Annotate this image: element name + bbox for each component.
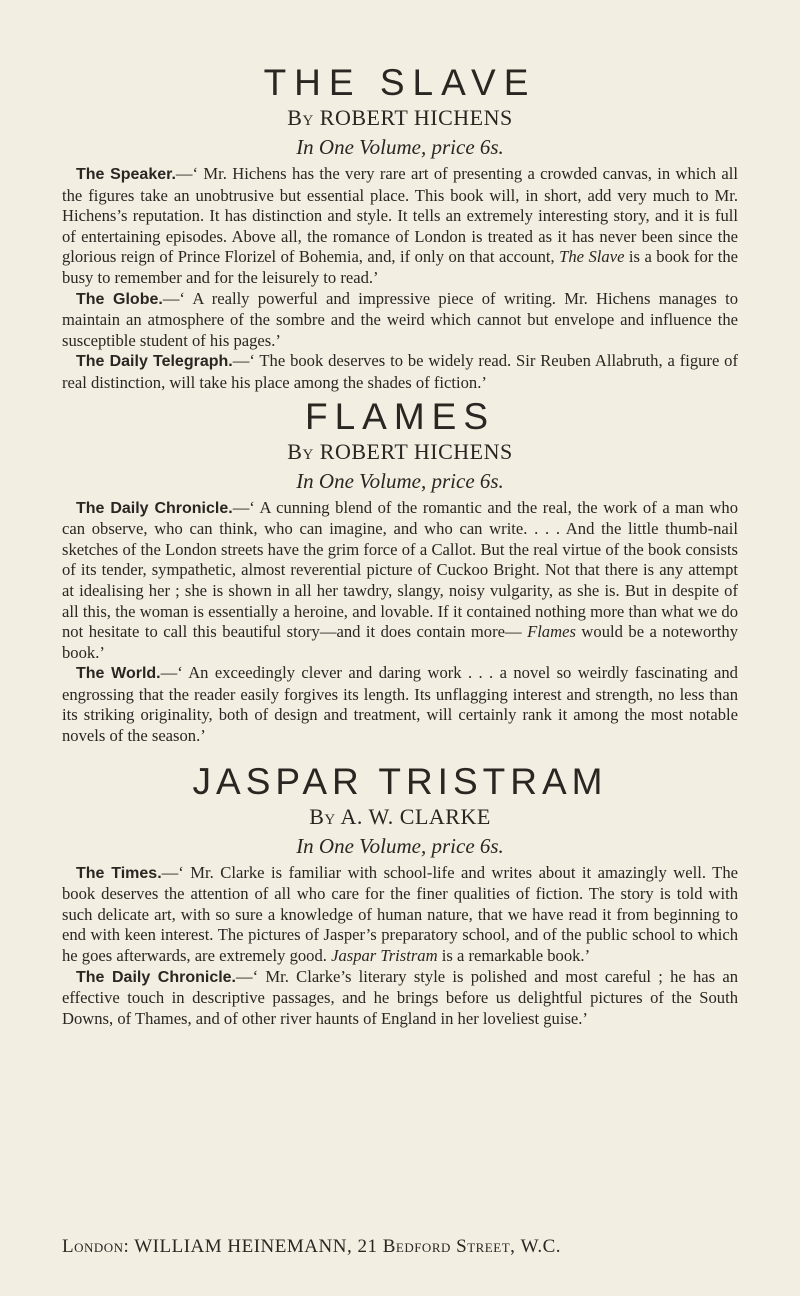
- by-word: By: [287, 438, 314, 464]
- newspaper-name: The Daily Telegraph.: [76, 353, 233, 371]
- publisher-imprint: [62, 1236, 738, 1258]
- review-book-title: The Slave: [559, 247, 625, 267]
- newspaper-name: The Daily Chronicle.: [76, 499, 233, 517]
- volume-price: In One Volume, price 6s.: [296, 468, 504, 493]
- review-text: —‘ Mr. Hichens has the very rare art of presenting a crowded canvas, in which all the figures take an unobtrusive but essential place. This book will, in short, add very much to Mr. Hichens’s reputation. It has distinction and style. It tells an extremely interesting story, and it is full of entertaining episodes. Above all, the romance of London is treated as it has never been since the glorious reign of Prince Florizel of Bohemia, and, if only on that account,: [62, 164, 738, 267]
- newspaper-name: The Speaker.: [76, 166, 176, 183]
- review-paragraph: [62, 863, 738, 967]
- review-paragraph: [62, 289, 738, 352]
- imprint-city: London: [62, 1236, 124, 1257]
- by-word: By: [309, 803, 336, 829]
- newspaper-name: The Times.: [76, 864, 162, 882]
- book-flames: [62, 395, 739, 747]
- imprint-number: 21: [357, 1236, 383, 1257]
- review-book-title: Flames: [527, 622, 576, 642]
- book-title: FLAMES: [304, 395, 496, 437]
- review-text: —‘ Mr. Clarke is familiar with school-life and writes about it amazingly well. The book deserves the attention of all who care for the finer qualities of fiction. The story is told with such delicate art, with so sure a knowledge of human nature, that we have read it from beginning to end with keen interest. The pictures of Jasper’s preparatory school, and of the public school to which he goes afterwards, are extremely good.: [62, 862, 738, 966]
- author-name: ROBERT HICHENS: [319, 438, 513, 464]
- book-the-slave: [62, 64, 738, 394]
- review-paragraph: [62, 351, 738, 393]
- review-paragraph: [62, 164, 738, 289]
- book-title: JASPAR TRISTRAM: [192, 760, 608, 802]
- imprint-separator: :: [123, 1236, 135, 1257]
- newspaper-name: The Daily Chronicle.: [76, 968, 237, 986]
- byline: [62, 105, 738, 131]
- newspaper-name: The Globe.: [76, 290, 163, 308]
- byline: [62, 439, 738, 465]
- review-text: —‘ A really powerful and impressive piece of writing. Mr. Hichens manages to maintain an atmosphere of the sombre and the weird which cannot but envelope and influence the susceptible student of his pages.’: [62, 288, 738, 350]
- review-text-end: would be a noteworthy book.’: [62, 622, 738, 662]
- review-text: —‘ The book deserves to be widely read. Sir Reuben Allabruth, a figure of real distinction, will take his place among the shades of fiction.’: [62, 351, 738, 392]
- imprint-district: W.C.: [520, 1236, 562, 1257]
- by-word: By: [287, 105, 314, 130]
- review-text: —‘ Mr. Clarke’s literary style is polished and most careful ; he has an effective touch in descriptive passages, and he brings before us delightful pictures of the South Downs, of Thames, and of other river haunts of England in her loveliest guise.’: [62, 966, 739, 1028]
- review-text-end: is a book for the busy to remember and for the leisurely to read.’: [62, 247, 738, 287]
- author-name: ROBERT HICHENS: [319, 105, 513, 130]
- review-paragraph: [62, 967, 738, 1030]
- review-paragraph: [62, 663, 738, 746]
- review-text: —‘ A cunning blend of the romantic and the real, the work of a man who can observe, who can think, who can imagine, and who can write. . . . And the little thumb-nail sketches of the London streets have the grim force of a Callot. But the real virtue of the book consists of its tender, sympathetic, almost reverential picture of Cuckoo Bright. Not that there is any attempt at idealising her ; she is shown in all her tawdry, slangy, noisy vulgarity, as she is. But in despite of all this, the woman is essentially a heroine, and lovable. If it contained nothing more than what we do not hesitate to call this beautiful story—and it does contain more—: [62, 497, 739, 642]
- byline: [62, 804, 738, 830]
- review-paragraph: [62, 498, 738, 664]
- review-text-end: is a remarkable book.’: [437, 946, 591, 966]
- imprint-street: Bedford Street,: [382, 1236, 521, 1257]
- book-jaspar-tristram: [62, 760, 739, 1030]
- book-title: THE SLAVE: [263, 62, 537, 103]
- newspaper-name: The World.: [76, 665, 161, 683]
- review-text: —‘ An exceedingly clever and daring work . . . a novel so weirdly fascinating and engrossing that the reader easily forgives its length. Its unflagging interest and strength, no less than its striking originality, both of design and treatment, will certainly rank it among the most notable novels of the season.’: [62, 663, 738, 746]
- volume-price: In One Volume, price 6s.: [296, 833, 504, 858]
- author-name: A. W. CLARKE: [340, 803, 491, 829]
- review-book-title: Jaspar Tristram: [331, 946, 438, 966]
- volume-price: In One Volume, price 6s.: [296, 135, 504, 159]
- imprint-publisher: WILLIAM HEINEMANN,: [134, 1236, 358, 1257]
